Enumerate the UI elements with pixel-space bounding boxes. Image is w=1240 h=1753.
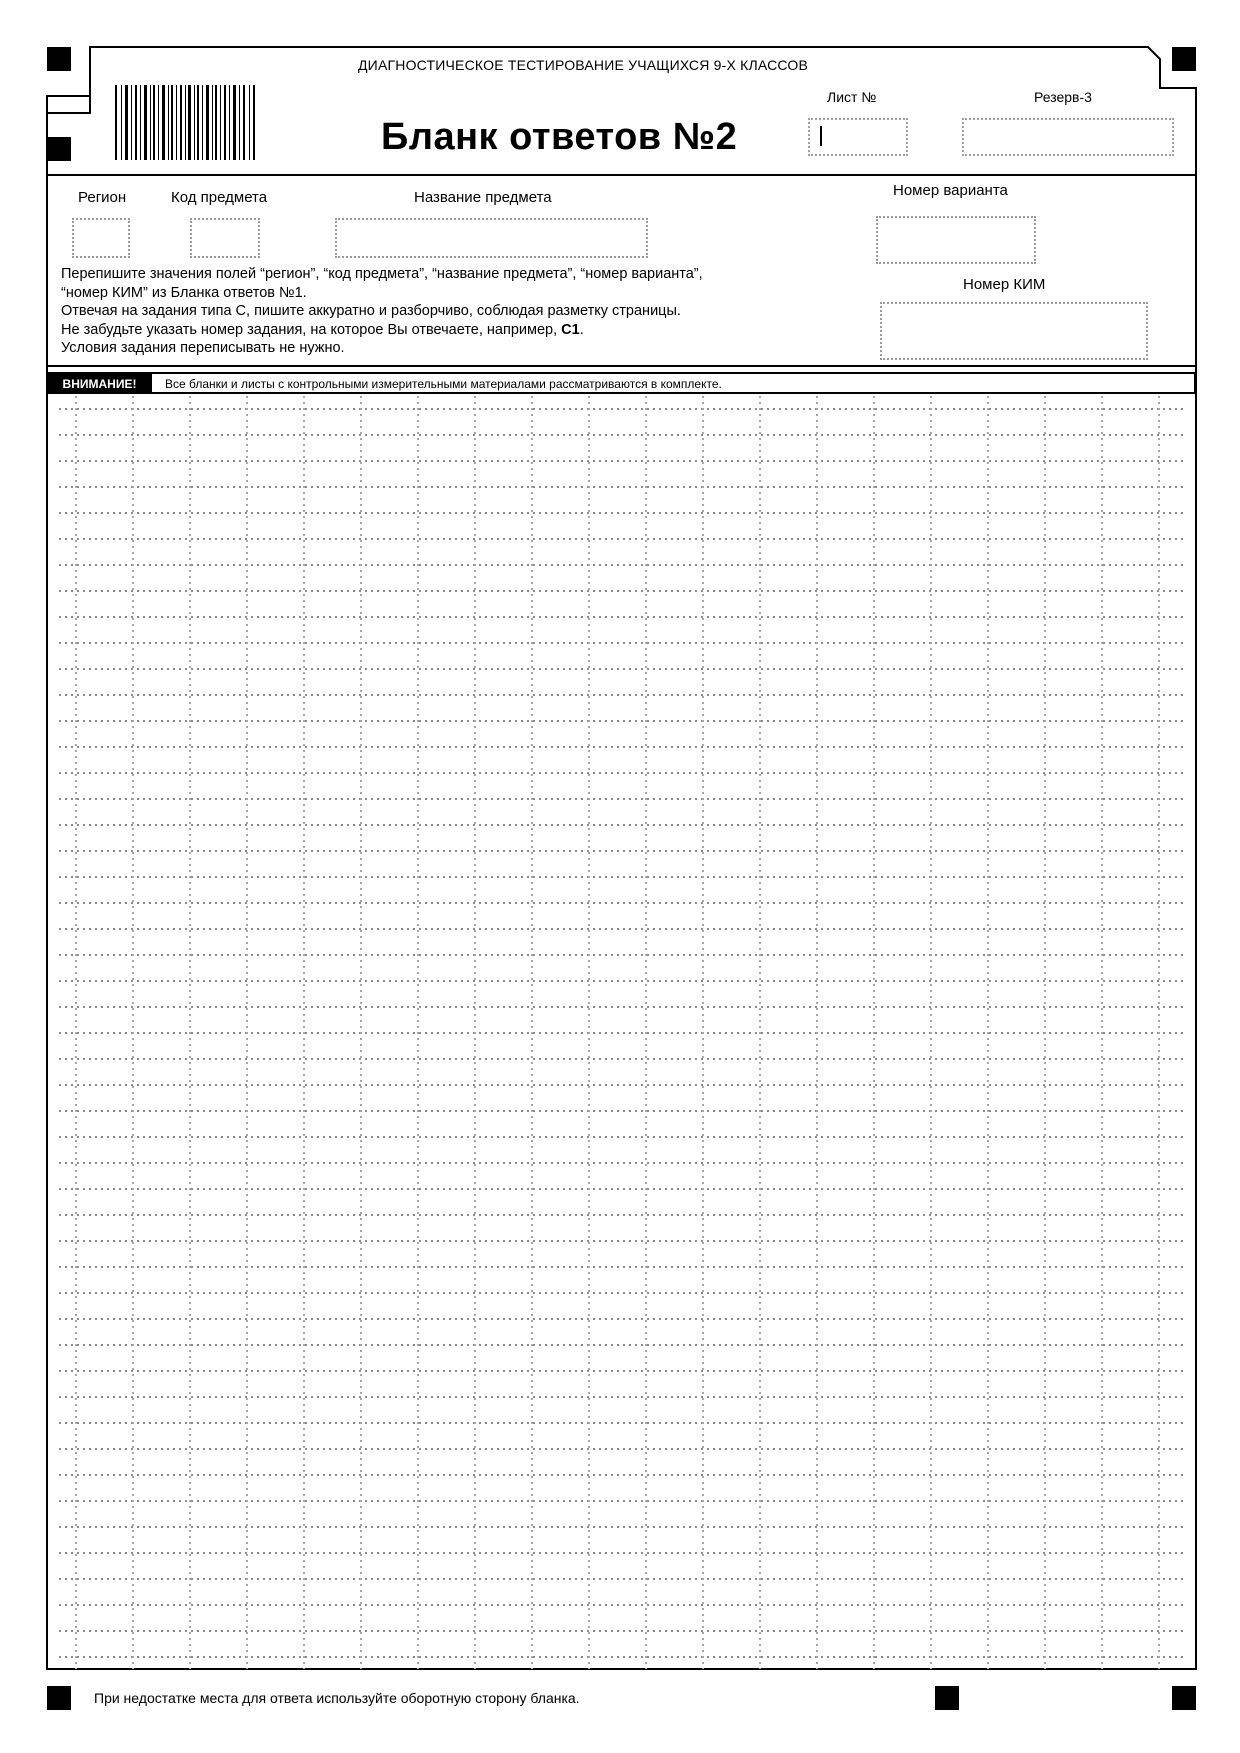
reserve-box[interactable] [962, 118, 1174, 156]
variant-number-label: Номер варианта [893, 182, 1008, 199]
form-title: Бланк ответов №2 [381, 116, 738, 158]
sheet-number-digit [820, 126, 822, 146]
instruction-line [61, 321, 821, 340]
subject-name-label: Название предмета [414, 189, 552, 206]
subject-code-input[interactable] [190, 218, 260, 258]
answer-grid [47, 396, 1196, 1669]
instruction-text: Не забудьте указать номер задания, на которое Вы отвечаете, например, [61, 321, 562, 338]
variant-number-input[interactable] [876, 216, 1036, 264]
barcode [115, 85, 255, 160]
region-input[interactable] [72, 218, 130, 258]
instructions [61, 265, 821, 358]
attention-text: Все бланки и листы с контрольными измерительными материалами рассматриваются в комплекте. [165, 377, 722, 391]
instruction-line: Отвечая на задания типа С, пишите аккуратно и разборчиво, соблюдая разметку страницы. [61, 303, 681, 319]
task-example: С1 [561, 321, 580, 338]
subject-name-input[interactable] [335, 218, 648, 258]
answer-area[interactable] [47, 396, 1196, 1669]
footer-note: При недостатке места для ответа используйте оборотную сторону бланка. [94, 1690, 580, 1706]
region-label: Регион [78, 189, 127, 206]
attention-bar [47, 372, 1196, 394]
instruction-line: Условия задания переписывать не нужно. [61, 340, 345, 356]
sheet-number-box[interactable] [808, 118, 908, 156]
kim-number-input[interactable] [880, 302, 1148, 360]
reserve-label: Резерв-3 [1034, 89, 1092, 105]
kim-number-label: Номер КИМ [963, 276, 1046, 293]
sheet-number-label: Лист № [827, 89, 877, 105]
test-name-heading: ДИАГНОСТИЧЕСКОЕ ТЕСТИРОВАНИЕ УЧАЩИХСЯ 9-Х КЛАССОВ [358, 57, 809, 73]
instruction-text: . [579, 321, 584, 338]
subject-code-label: Код предмета [171, 189, 268, 206]
instruction-line: “номер КИМ” из Бланка ответов №1. [61, 284, 307, 301]
attention-label: ВНИМАНИЕ! [47, 374, 152, 394]
instruction-line: Перепишите значения полей “регион”, “код предмета”, “название предмета”, “номер варианта”, [61, 266, 703, 282]
